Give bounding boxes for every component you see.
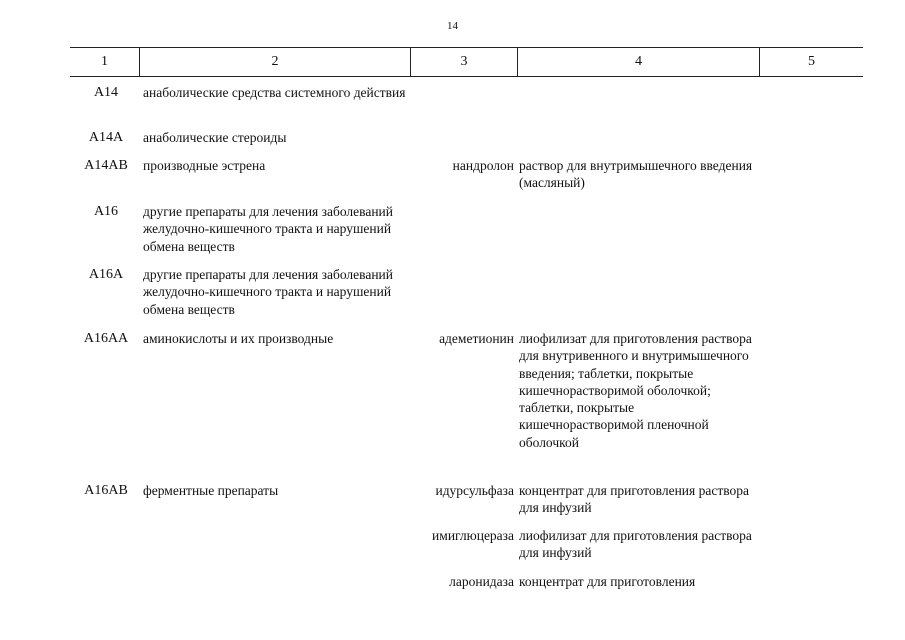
row-substance: ларонидаза xyxy=(449,574,514,589)
column-header-1: 1 xyxy=(70,48,140,76)
row-code: А14А xyxy=(88,130,124,145)
row-form: концентрат для приготовления xyxy=(519,574,696,589)
row-substance: нандролон xyxy=(452,158,514,173)
table-header xyxy=(70,47,863,77)
row-name: другие препараты для лечения заболеваний желудочно-кишечного тракта и нарушений обмена веществ xyxy=(143,204,393,254)
row-code: А16 xyxy=(93,204,119,219)
row-name: аминокислоты и их производные xyxy=(143,331,334,346)
page-number: 14 xyxy=(447,20,458,32)
row-substance: идурсульфаза xyxy=(435,483,514,498)
row-name: ферментные препараты xyxy=(143,483,279,498)
row-substance: имиглюцераза xyxy=(432,528,514,543)
row-form: лиофилизат для приготовления раствора для внутривенного и внутримышечного введения; таблетки, покрытые кишечнорастворимой оболочкой; таблетки, покрытые кишечнорастворимой пленочной оболочкой xyxy=(519,331,752,450)
row-name: производные эстрена xyxy=(143,158,266,173)
row-name: другие препараты для лечения заболеваний желудочно-кишечного тракта и нарушений обмена веществ xyxy=(143,267,393,317)
column-header-5: 5 xyxy=(808,54,815,69)
row-form: концентрат для приготовления раствора для инфузий xyxy=(519,483,750,516)
row-substance: адеметионин xyxy=(439,331,514,346)
row-code: А16АА xyxy=(83,331,129,346)
column-header-2: 2 xyxy=(140,48,411,76)
column-header-3: 3 xyxy=(411,48,518,76)
row-form: раствор для внутримышечного введения (масляный) xyxy=(519,158,753,191)
row-code: А16АВ xyxy=(84,483,128,498)
row-name: анаболические средства системного действия xyxy=(143,85,406,100)
row-form: лиофилизат для приготовления раствора для инфузий xyxy=(519,528,752,561)
row-code: А14 xyxy=(93,85,119,100)
column-header-4: 4 xyxy=(518,48,760,76)
row-code: А16А xyxy=(88,267,124,282)
row-name: анаболические стероиды xyxy=(143,130,287,145)
row-code: А14АВ xyxy=(84,158,128,173)
